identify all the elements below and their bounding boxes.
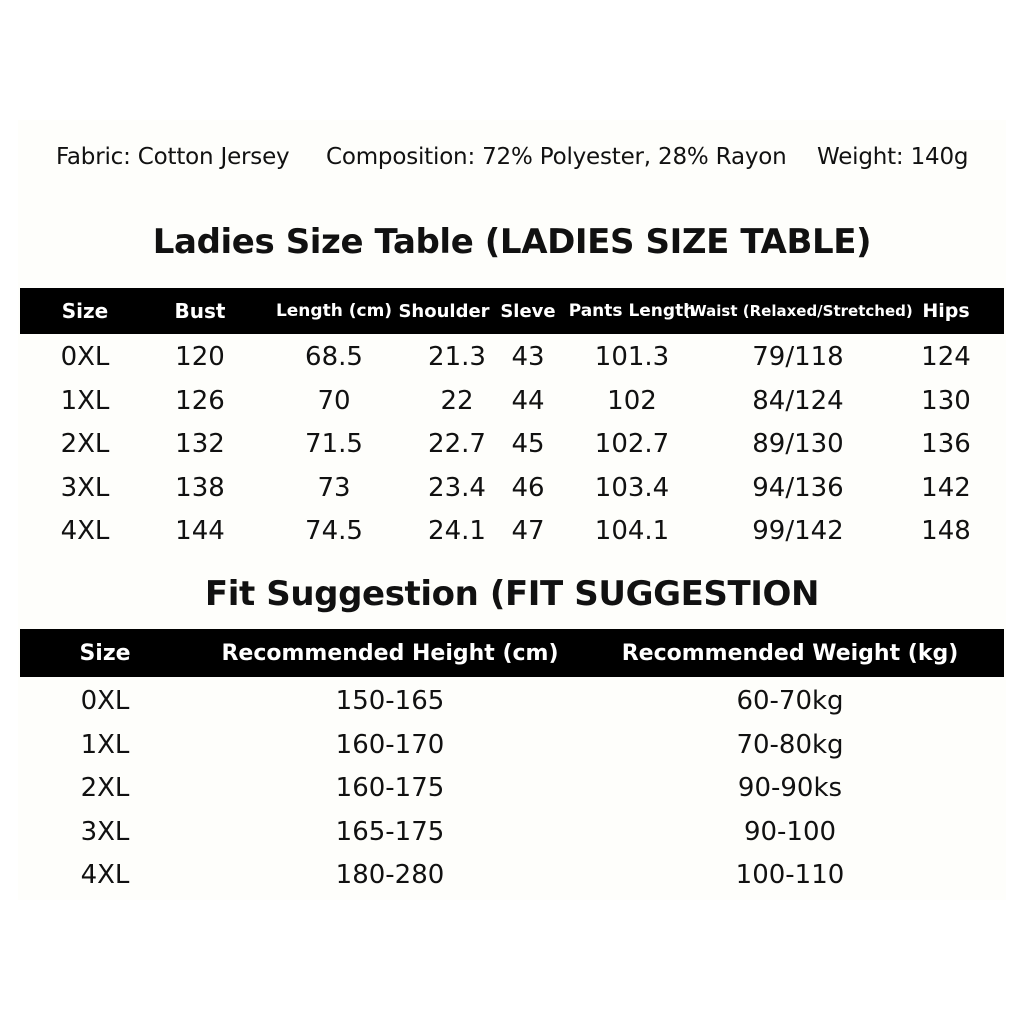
height-header: Recommended Height (cm) — [221, 640, 559, 666]
shoulder-cell: 21.3 — [428, 342, 486, 372]
size-table-header — [20, 288, 1004, 334]
shoulder-header: Shoulder — [398, 300, 490, 322]
fabric-info-line — [0, 140, 1024, 176]
weight-cell: 60-70kg — [736, 686, 844, 716]
weight-text: Weight: 140g — [817, 144, 969, 170]
weight-cell: 90-100 — [743, 816, 837, 847]
pants-length-cell: 102 — [607, 385, 657, 416]
fit-size-cell: 4XL — [80, 860, 130, 890]
waist-cell: 94/136 — [752, 472, 844, 503]
length-cell: 68.5 — [305, 342, 363, 372]
sleeve-cell: 46 — [511, 472, 545, 503]
table-row — [20, 811, 1004, 854]
table-row — [20, 767, 1004, 810]
table-row — [20, 680, 1004, 723]
pants-length-cell: 102.7 — [594, 429, 670, 459]
shoulder-cell: 24.1 — [428, 516, 486, 546]
sleeve-cell: 44 — [511, 385, 545, 416]
fit-size-cell: 1XL — [80, 729, 130, 760]
table-row — [20, 510, 1004, 553]
composition-text: Composition: 72% Polyester, 28% Rayon — [326, 144, 787, 170]
length-cell: 73 — [317, 472, 351, 503]
length-cell: 70 — [317, 385, 351, 416]
height-cell: 160-170 — [335, 729, 445, 760]
weight-cell: 70-80kg — [736, 729, 844, 760]
shoulder-cell: 22.7 — [428, 429, 486, 459]
fabric-text: Fabric: Cotton Jersey — [56, 144, 290, 170]
weight-header: Recommended Weight (kg) — [621, 640, 959, 666]
bust-cell: 132 — [175, 429, 225, 459]
size-cell: 4XL — [60, 516, 110, 546]
height-cell: 165-175 — [335, 816, 445, 847]
shoulder-cell: 22 — [440, 385, 474, 416]
bust-cell: 126 — [175, 385, 225, 416]
height-cell: 160-175 — [335, 773, 445, 803]
fit-size-cell: 3XL — [80, 816, 130, 847]
hips-cell: 136 — [921, 429, 971, 459]
sleeve-header: Sleve — [500, 300, 556, 322]
waist-cell: 84/124 — [752, 385, 844, 416]
pants-length-header: Pants Length — [568, 301, 696, 321]
sleeve-cell: 43 — [511, 342, 545, 372]
pants-length-cell: 104.1 — [594, 516, 670, 546]
weight-cell: 100-110 — [735, 860, 845, 890]
size-cell: 1XL — [60, 385, 110, 416]
table-row — [20, 423, 1004, 466]
bust-cell: 144 — [175, 516, 225, 546]
size-cell: 2XL — [60, 429, 110, 459]
height-cell: 150-165 — [335, 686, 445, 716]
table-row — [20, 724, 1004, 767]
size-cell: 3XL — [60, 472, 110, 503]
fit-table-title: Fit Suggestion (FIT SUGGESTION — [204, 574, 820, 614]
length-header: Length (cm) — [275, 301, 393, 321]
table-row — [20, 336, 1004, 379]
table-row — [20, 854, 1004, 897]
waist-cell: 79/118 — [752, 342, 844, 372]
bust-header: Bust — [174, 299, 226, 323]
size-cell: 0XL — [60, 342, 110, 372]
sleeve-cell: 45 — [511, 429, 545, 459]
pants-length-cell: 101.3 — [594, 342, 670, 372]
table-row — [20, 467, 1004, 510]
fit-size-header: Size — [79, 640, 131, 666]
hips-cell: 148 — [921, 516, 971, 546]
hips-cell: 124 — [921, 342, 971, 372]
weight-cell: 90-90ks — [737, 773, 843, 803]
size-table-title: Ladies Size Table (LADIES SIZE TABLE) — [152, 222, 872, 262]
height-cell: 180-280 — [335, 860, 445, 890]
bust-cell: 138 — [175, 472, 225, 503]
hips-cell: 130 — [921, 385, 971, 416]
length-cell: 71.5 — [305, 429, 363, 459]
waist-cell: 89/130 — [752, 429, 844, 459]
hips-header: Hips — [922, 300, 970, 322]
table-row — [20, 380, 1004, 423]
length-cell: 74.5 — [305, 516, 363, 546]
size-header: Size — [61, 299, 109, 323]
sleeve-cell: 47 — [511, 516, 545, 546]
pants-length-cell: 103.4 — [594, 472, 670, 503]
fit-size-cell: 2XL — [80, 773, 130, 803]
hips-cell: 142 — [921, 472, 971, 503]
waist-header: (Waist (Relaxed/Stretched) — [683, 302, 913, 320]
shoulder-cell: 23.4 — [428, 472, 486, 503]
waist-cell: 99/142 — [752, 516, 844, 546]
bust-cell: 120 — [175, 342, 225, 372]
fit-table-header — [20, 629, 1004, 677]
fit-size-cell: 0XL — [80, 686, 130, 716]
